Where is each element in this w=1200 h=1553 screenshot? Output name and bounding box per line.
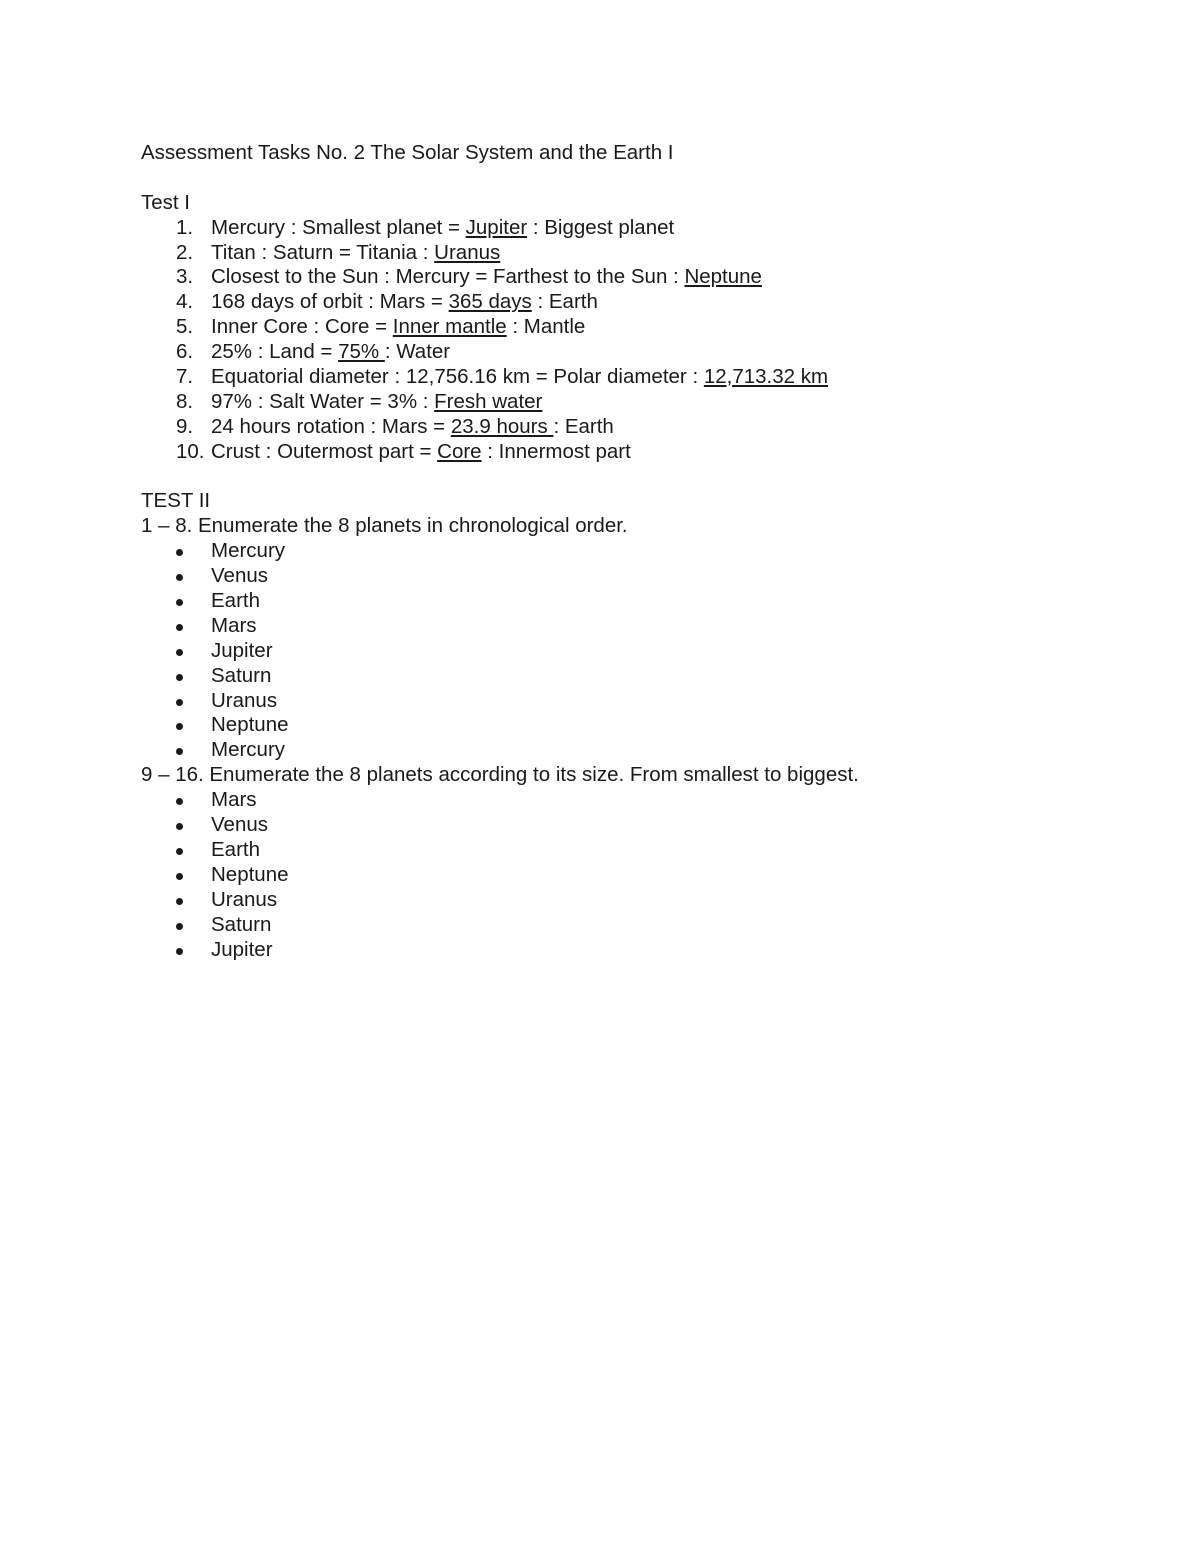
item-suffix: : Water xyxy=(384,340,451,364)
planet-name: Uranus xyxy=(211,887,278,911)
list-item xyxy=(141,713,1101,738)
item-number: 2. xyxy=(176,240,194,264)
item-number: 10. xyxy=(176,439,205,463)
list-item xyxy=(141,614,1101,639)
list-item xyxy=(141,838,1101,863)
list-item xyxy=(141,639,1101,664)
item-answer: 23.9 hours xyxy=(450,414,554,438)
item-suffix: : Innermost part xyxy=(481,439,631,463)
bullet-icon xyxy=(176,723,183,730)
planet-name: Saturn xyxy=(211,912,272,936)
bullet-icon xyxy=(176,699,183,706)
item-number: 7. xyxy=(176,365,194,389)
item-question: 97% : Salt Water = 3% : xyxy=(211,389,435,413)
item-answer: Jupiter xyxy=(465,215,528,239)
planet-name: Mars xyxy=(211,613,257,637)
planet-name: Mercury xyxy=(211,539,286,563)
planet-name: Earth xyxy=(211,837,260,861)
test1-item xyxy=(141,440,1101,465)
item-answer: 75% xyxy=(338,340,385,364)
test1-item xyxy=(141,290,1101,315)
item-question: Equatorial diameter : 12,756.16 km = Polar diameter : xyxy=(211,365,704,389)
item-question: Crust : Outermost part = xyxy=(211,439,438,463)
item-question: Mercury : Smallest planet = xyxy=(211,215,466,239)
bullet-icon xyxy=(176,923,183,930)
item-number: 8. xyxy=(176,389,194,413)
planet-name: Mars xyxy=(211,788,257,812)
test2-section2-prompt: 9 – 16. Enumerate the 8 planets according to its size. From smallest to biggest. xyxy=(141,763,859,787)
planet-name: Earth xyxy=(211,589,260,613)
bullet-icon xyxy=(176,549,183,556)
bullet-icon xyxy=(176,674,183,681)
item-suffix: : Biggest planet xyxy=(527,215,675,239)
item-answer: Fresh water xyxy=(434,389,543,413)
planet-name: Venus xyxy=(211,813,268,837)
bullet-icon xyxy=(176,624,183,631)
test1-item xyxy=(141,315,1101,340)
planet-name: Mercury xyxy=(211,738,286,762)
item-question: 24 hours rotation : Mars = xyxy=(211,414,451,438)
bullet-icon xyxy=(176,873,183,880)
test1-heading: Test I xyxy=(141,190,190,214)
test1-item xyxy=(141,216,1101,241)
item-number: 6. xyxy=(176,340,194,364)
spacer xyxy=(141,166,1101,191)
item-answer: Inner mantle xyxy=(392,315,507,339)
bullet-icon xyxy=(176,898,183,905)
list-item xyxy=(141,738,1101,763)
bullet-icon xyxy=(176,599,183,606)
item-number: 3. xyxy=(176,265,194,289)
list-item xyxy=(141,913,1101,938)
item-answer: 365 days xyxy=(448,290,532,314)
test2-section1-list xyxy=(141,539,1101,763)
list-item xyxy=(141,788,1101,813)
document-title: Assessment Tasks No. 2 The Solar System and the Earth I xyxy=(141,141,674,164)
item-number: 1. xyxy=(176,215,194,239)
list-item xyxy=(141,564,1101,589)
bullet-icon xyxy=(176,748,183,755)
test1-item xyxy=(141,241,1101,266)
item-question: Titan : Saturn = Titania : xyxy=(211,240,435,264)
test2-section1-prompt: 1 – 8. Enumerate the 8 planets in chronological order. xyxy=(141,514,628,538)
bullet-icon xyxy=(176,798,183,805)
list-item xyxy=(141,813,1101,838)
test1-item xyxy=(141,415,1101,440)
spacer xyxy=(141,465,1101,490)
test1-item xyxy=(141,390,1101,415)
item-number: 9. xyxy=(176,414,194,438)
test2-heading: TEST II xyxy=(141,489,211,513)
list-item xyxy=(141,539,1101,564)
test1-item xyxy=(141,340,1101,365)
list-item xyxy=(141,863,1101,888)
item-suffix: : Earth xyxy=(553,414,614,438)
document-page xyxy=(141,141,1101,962)
item-question: Inner Core : Core = xyxy=(211,315,393,339)
test1-list xyxy=(141,216,1101,465)
bullet-icon xyxy=(176,948,183,955)
item-number: 4. xyxy=(176,290,194,314)
item-suffix: : Earth xyxy=(531,290,598,314)
planet-name: Jupiter xyxy=(211,937,273,961)
planet-name: Uranus xyxy=(211,688,278,712)
test2-section2-list xyxy=(141,788,1101,962)
item-question: Closest to the Sun : Mercury = Farthest to the Sun : xyxy=(211,265,685,289)
item-answer: Uranus xyxy=(434,240,501,264)
bullet-icon xyxy=(176,848,183,855)
planet-name: Neptune xyxy=(211,862,289,886)
list-item xyxy=(141,888,1101,913)
item-suffix: : Mantle xyxy=(506,315,586,339)
bullet-icon xyxy=(176,649,183,656)
test1-item xyxy=(141,265,1101,290)
bullet-icon xyxy=(176,823,183,830)
planet-name: Saturn xyxy=(211,663,272,687)
planet-name: Neptune xyxy=(211,713,289,737)
item-answer: Core xyxy=(437,439,482,463)
bullet-icon xyxy=(176,574,183,581)
list-item xyxy=(141,664,1101,689)
planet-name: Jupiter xyxy=(211,638,273,662)
planet-name: Venus xyxy=(211,564,268,588)
test1-item xyxy=(141,365,1101,390)
item-question: 168 days of orbit : Mars = xyxy=(211,290,449,314)
item-number: 5. xyxy=(176,315,194,339)
item-answer: Neptune xyxy=(684,265,762,289)
list-item xyxy=(141,589,1101,614)
item-answer: 12,713.32 km xyxy=(703,365,829,389)
item-question: 25% : Land = xyxy=(211,340,339,364)
list-item xyxy=(141,689,1101,714)
list-item xyxy=(141,938,1101,963)
